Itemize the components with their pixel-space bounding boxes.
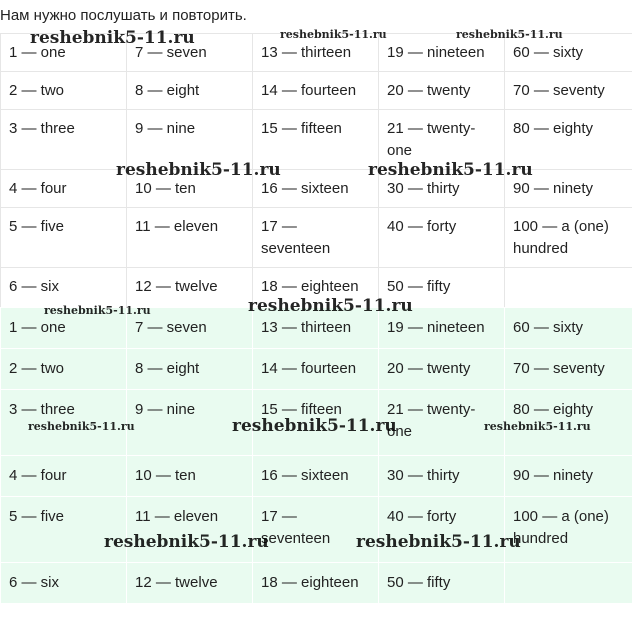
table-cell: 8 — eight [127,72,253,110]
table-row [1,208,632,268]
watermark: reshebnik5-11.ru [248,296,413,316]
table-cell: 70 — seventy [505,349,632,390]
watermark: reshebnik5-11.ru [30,28,195,48]
table-row [1,72,632,110]
watermark: reshebnik5-11.ru [368,160,533,180]
table-cell: 1 — one [1,308,127,349]
table-cell: 21 — twenty-one [379,110,505,170]
table-cell: 8 — eight [127,349,253,390]
table-cell [505,268,632,308]
table-cell: 4 — four [1,456,127,497]
watermark: reshebnik5-11.ru [484,420,591,433]
table-cell: 6 — six [1,563,127,604]
table-cell: 80 — eighty [505,390,632,456]
watermark: reshebnik5-11.ru [104,532,269,552]
watermark: reshebnik5-11.ru [232,416,397,436]
table-cell: 13 — thirteen [253,308,379,349]
table-cell: 5 — five [1,497,127,563]
table-cell: 80 — eighty [505,110,632,170]
table-cell: 17 — seventeen [253,208,379,268]
table-cell: 60 — sixty [505,34,632,72]
numbers-table-white [0,33,632,308]
table-row [1,563,632,604]
table-row [1,110,632,170]
table-cell: 9 — nine [127,110,253,170]
table-cell: 100 — a (one) hundred [505,208,632,268]
table-cell: 2 — two [1,72,127,110]
table-cell: 90 — ninety [505,456,632,497]
table-cell: 40 — forty [379,497,505,563]
table-row [1,170,632,208]
table-cell: 3 — three [1,390,127,456]
table-cell: 16 — sixteen [253,170,379,208]
table-cell: 19 — nineteen [379,308,505,349]
table-cell: 20 — twenty [379,72,505,110]
table-cell: 18 — eighteen [253,563,379,604]
table-cell: 12 — twelve [127,563,253,604]
table-cell: 14 — fourteen [253,72,379,110]
table-cell: 70 — seventy [505,72,632,110]
table-cell: 20 — twenty [379,349,505,390]
table-cell: 12 — twelve [127,268,253,308]
table-row [1,349,632,390]
intro-text: Нам нужно послушать и повторить. [0,7,247,24]
table-cell: 3 — three [1,110,127,170]
table-cell: 17 — seventeen [253,497,379,563]
table-cell: 18 — eighteen [253,268,379,308]
table-cell: 9 — nine [127,390,253,456]
table-cell [505,563,632,604]
numbers-table-green [0,307,632,604]
table-cell: 10 — ten [127,456,253,497]
table-cell: 15 — fifteen [253,390,379,456]
table-row [1,497,632,563]
table-cell: 40 — forty [379,208,505,268]
table-cell: 14 — fourteen [253,349,379,390]
table-cell: 50 — fifty [379,268,505,308]
table-cell: 60 — sixty [505,308,632,349]
table-cell: 2 — two [1,349,127,390]
watermark: reshebnik5-11.ru [44,304,151,317]
table-cell: 5 — five [1,208,127,268]
table-cell: 15 — fifteen [253,110,379,170]
table-cell: 16 — sixteen [253,456,379,497]
table-cell: 50 — fifty [379,563,505,604]
watermark: reshebnik5-11.ru [280,28,387,41]
watermark: reshebnik5-11.ru [116,160,281,180]
table-cell: 4 — four [1,170,127,208]
table-cell: 13 — thirteen [253,34,379,72]
table-cell: 30 — thirty [379,456,505,497]
table-cell: 10 — ten [127,170,253,208]
watermark: reshebnik5-11.ru [28,420,135,433]
table-cell: 90 — ninety [505,170,632,208]
table-cell: 11 — eleven [127,208,253,268]
table-cell: 1 — one [1,34,127,72]
table-cell: 11 — eleven [127,497,253,563]
table-cell: 19 — nineteen [379,34,505,72]
table-cell: 100 — a (one) hundred [505,497,632,563]
watermark: reshebnik5-11.ru [456,28,563,41]
table-cell: 30 — thirty [379,170,505,208]
table-cell: 7 — seven [127,34,253,72]
table-cell: 7 — seven [127,308,253,349]
watermark: reshebnik5-11.ru [356,532,521,552]
table-row [1,456,632,497]
table-cell: 21 — twenty-one [379,390,505,456]
table-cell: 6 — six [1,268,127,308]
